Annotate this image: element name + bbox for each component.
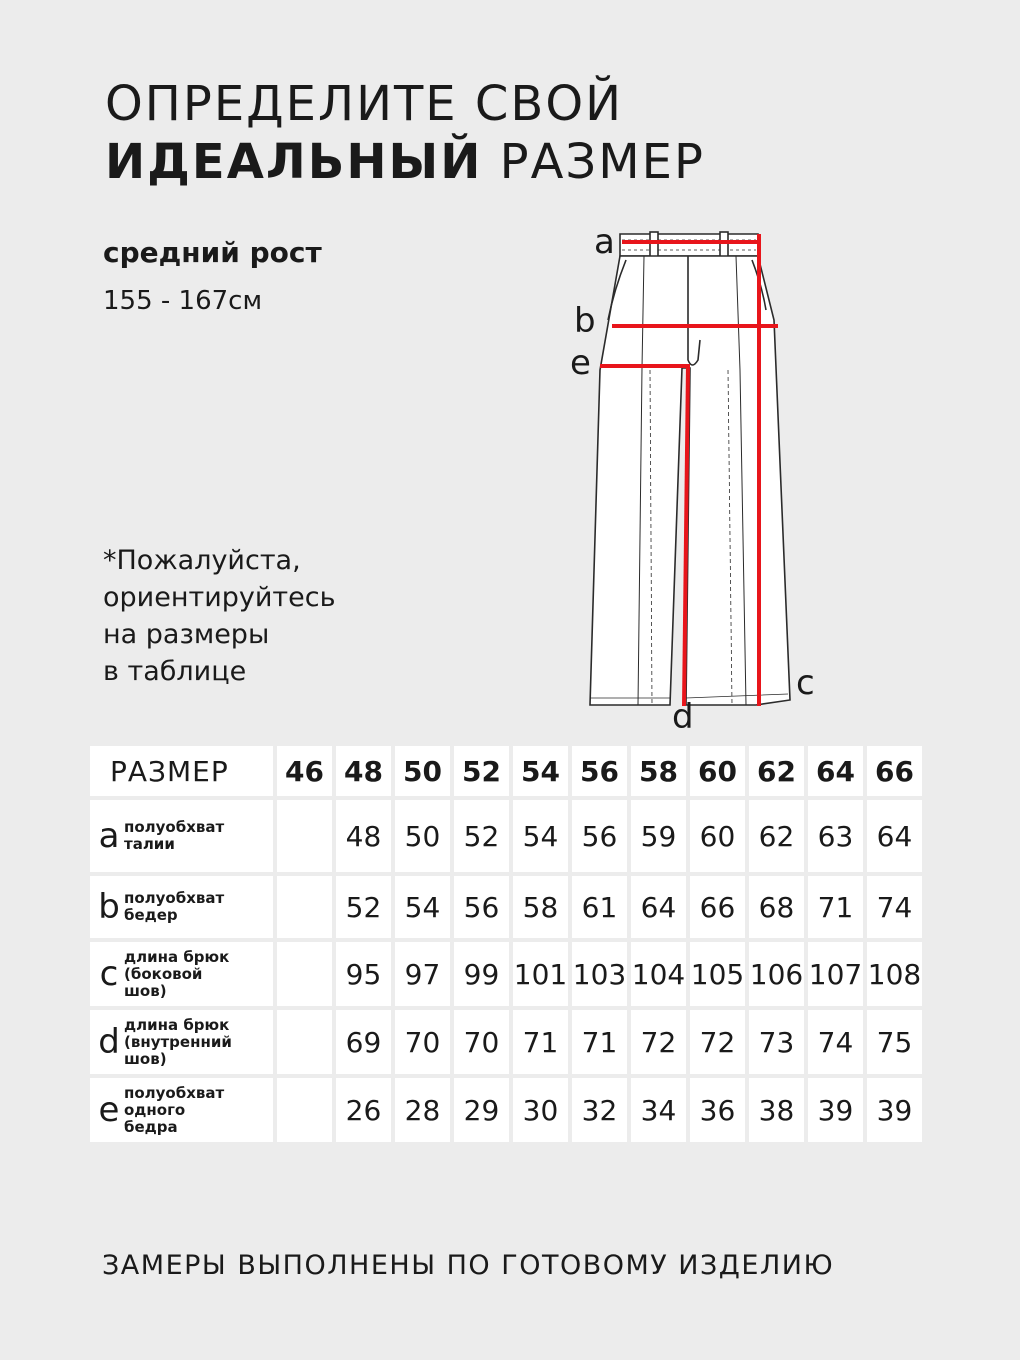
height-range: 155 - 167см bbox=[103, 286, 263, 316]
table-cell: 64 bbox=[867, 800, 922, 872]
size-header-cell: 62 bbox=[749, 746, 804, 796]
table-cell: 56 bbox=[454, 876, 509, 938]
table-cell: 71 bbox=[513, 1010, 568, 1074]
table-cell: 72 bbox=[631, 1010, 686, 1074]
row-description: полуобхват бедер bbox=[124, 889, 225, 924]
table-cell: 66 bbox=[690, 876, 745, 938]
table-row bbox=[90, 876, 922, 938]
size-note bbox=[103, 542, 403, 690]
diagram-label-c: c bbox=[796, 663, 815, 703]
table-row bbox=[90, 1010, 922, 1074]
size-header-cell: 50 bbox=[395, 746, 450, 796]
size-header-cell: 66 bbox=[867, 746, 922, 796]
table-cell: 97 bbox=[395, 942, 450, 1006]
row-label bbox=[90, 1078, 273, 1142]
table-cell: 30 bbox=[513, 1078, 568, 1142]
size-header-cell: 60 bbox=[690, 746, 745, 796]
table-row bbox=[90, 1078, 922, 1142]
note-line: *Пожалуйста, bbox=[103, 545, 301, 576]
table-cell: 26 bbox=[336, 1078, 391, 1142]
table-cell: 58 bbox=[513, 876, 568, 938]
size-header-row bbox=[90, 746, 922, 796]
row-description: полуобхват одного бедра bbox=[124, 1083, 225, 1136]
table-cell: 28 bbox=[395, 1078, 450, 1142]
table-cell: 34 bbox=[631, 1078, 686, 1142]
table-cell: 103 bbox=[572, 942, 627, 1006]
row-letter: c bbox=[99, 954, 119, 994]
table-cell: 95 bbox=[336, 942, 391, 1006]
size-header-cell: 48 bbox=[336, 746, 391, 796]
table-cell: 72 bbox=[690, 1010, 745, 1074]
row-description: полуобхват талии bbox=[124, 818, 225, 853]
table-row bbox=[90, 800, 922, 872]
table-cell: 64 bbox=[631, 876, 686, 938]
table-cell: 52 bbox=[454, 800, 509, 872]
table-cell: 70 bbox=[454, 1010, 509, 1074]
table-cell: 106 bbox=[749, 942, 804, 1006]
table-cell: 50 bbox=[395, 800, 450, 872]
size-table bbox=[86, 742, 926, 1146]
page-title-bold: ИДЕАЛЬНЫЙ bbox=[105, 134, 483, 190]
table-row bbox=[90, 942, 922, 1006]
table-cell: 108 bbox=[867, 942, 922, 1006]
table-cell: 29 bbox=[454, 1078, 509, 1142]
diagram-label-b: b bbox=[574, 301, 596, 341]
table-cell bbox=[277, 1078, 332, 1142]
row-description: длина брюк (боковой шов) bbox=[124, 947, 230, 1000]
page-title-line2 bbox=[105, 134, 705, 190]
trousers-illustration bbox=[560, 220, 840, 740]
table-cell: 68 bbox=[749, 876, 804, 938]
table-cell: 73 bbox=[749, 1010, 804, 1074]
row-letter: a bbox=[98, 816, 120, 856]
table-cell: 74 bbox=[808, 1010, 863, 1074]
table-cell bbox=[277, 876, 332, 938]
note-line: в таблице bbox=[103, 656, 247, 687]
table-cell: 39 bbox=[867, 1078, 922, 1142]
table-cell bbox=[277, 800, 332, 872]
diagram-label-e: e bbox=[570, 343, 591, 383]
size-header-cell: 58 bbox=[631, 746, 686, 796]
page-title-rest: РАЗМЕР bbox=[482, 134, 705, 190]
table-cell: 62 bbox=[749, 800, 804, 872]
table-cell: 70 bbox=[395, 1010, 450, 1074]
size-header-cell: 54 bbox=[513, 746, 568, 796]
table-cell: 52 bbox=[336, 876, 391, 938]
size-header-cell: 56 bbox=[572, 746, 627, 796]
table-cell: 71 bbox=[572, 1010, 627, 1074]
table-cell: 101 bbox=[513, 942, 568, 1006]
table-cell: 39 bbox=[808, 1078, 863, 1142]
table-cell: 105 bbox=[690, 942, 745, 1006]
table-cell: 32 bbox=[572, 1078, 627, 1142]
diagram-label-d: d bbox=[672, 697, 694, 737]
row-description: длина брюк (внутренний шов) bbox=[124, 1015, 232, 1068]
table-cell: 63 bbox=[808, 800, 863, 872]
table-cell: 71 bbox=[808, 876, 863, 938]
table-cell bbox=[277, 942, 332, 1006]
height-category: средний рост bbox=[103, 236, 322, 269]
row-label bbox=[90, 942, 273, 1006]
row-letter: b bbox=[98, 887, 120, 927]
table-cell: 60 bbox=[690, 800, 745, 872]
diagram-label-a: a bbox=[594, 222, 615, 262]
table-cell: 69 bbox=[336, 1010, 391, 1074]
trousers-diagram bbox=[560, 220, 840, 740]
table-cell: 54 bbox=[513, 800, 568, 872]
table-cell: 75 bbox=[867, 1010, 922, 1074]
size-header-cell: 52 bbox=[454, 746, 509, 796]
table-cell: 99 bbox=[454, 942, 509, 1006]
row-label bbox=[90, 800, 273, 872]
note-line: на размеры bbox=[103, 619, 270, 650]
row-label bbox=[90, 876, 273, 938]
table-cell: 38 bbox=[749, 1078, 804, 1142]
table-cell: 107 bbox=[808, 942, 863, 1006]
table-cell: 56 bbox=[572, 800, 627, 872]
table-cell: 74 bbox=[867, 876, 922, 938]
size-header-cell: 64 bbox=[808, 746, 863, 796]
footer-note: ЗАМЕРЫ ВЫПОЛНЕНЫ ПО ГОТОВОМУ ИЗДЕЛИЮ bbox=[102, 1250, 835, 1281]
table-cell: 48 bbox=[336, 800, 391, 872]
row-label bbox=[90, 1010, 273, 1074]
table-cell: 59 bbox=[631, 800, 686, 872]
page-title-line1: ОПРЕДЕЛИТЕ СВОЙ bbox=[105, 76, 624, 132]
row-letter: d bbox=[98, 1022, 120, 1062]
table-cell bbox=[277, 1010, 332, 1074]
table-cell: 61 bbox=[572, 876, 627, 938]
note-line: ориентируйтесь bbox=[103, 582, 336, 613]
table-cell: 54 bbox=[395, 876, 450, 938]
size-header-label: РАЗМЕР bbox=[90, 746, 273, 796]
size-header-cell: 46 bbox=[277, 746, 332, 796]
row-letter: e bbox=[98, 1090, 120, 1130]
table-cell: 36 bbox=[690, 1078, 745, 1142]
table-cell: 104 bbox=[631, 942, 686, 1006]
